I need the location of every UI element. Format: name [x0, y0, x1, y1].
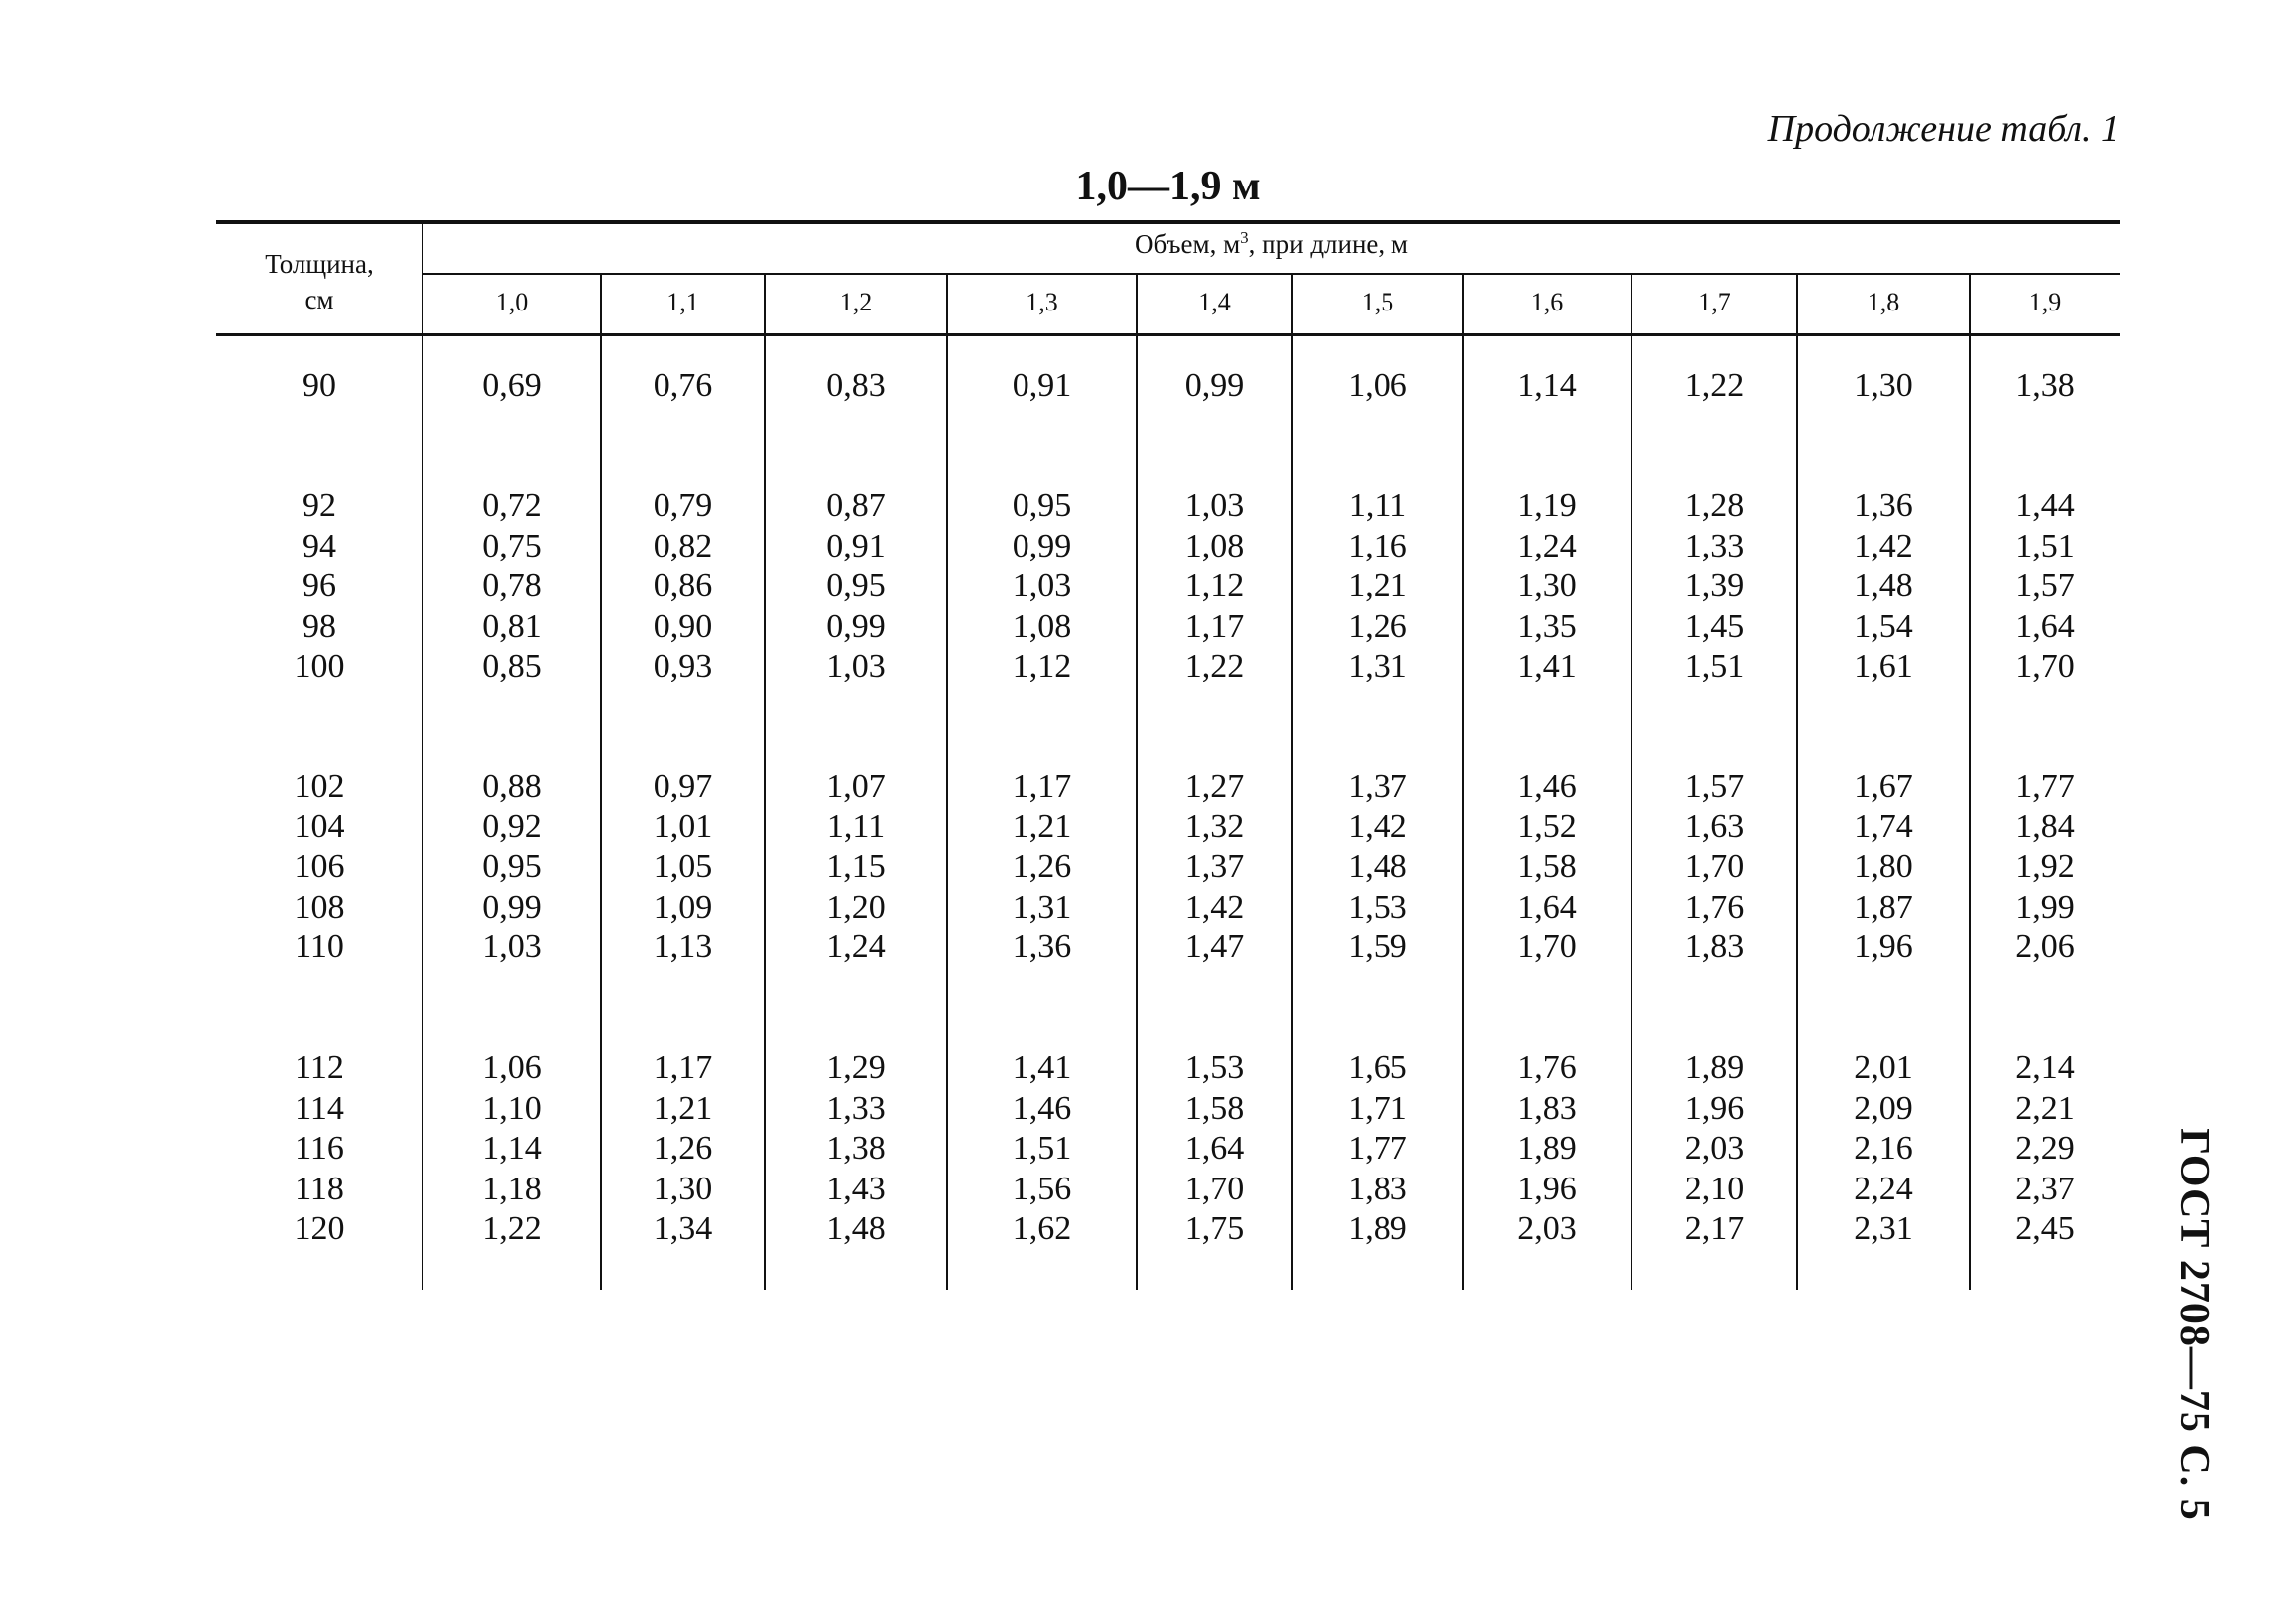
- volume-cell: 1,89: [1348, 1210, 1407, 1247]
- volume-cell: 2,01: [1854, 1050, 1913, 1086]
- length-column-header: 1,3: [1026, 288, 1058, 316]
- volume-cell: 1,31: [1348, 648, 1407, 684]
- volume-cell: 1,03: [826, 648, 886, 684]
- volume-cell: 1,43: [826, 1170, 886, 1207]
- volume-cell: 1,56: [1012, 1170, 1072, 1207]
- volume-cell: 1,03: [1184, 487, 1245, 524]
- thickness-cell: 90: [302, 367, 336, 404]
- volume-cell: 1,41: [1517, 648, 1577, 684]
- side-stamp-text: ГОСТ 2708—75 С. 5: [2171, 1128, 2217, 1521]
- volume-cell: 1,39: [1684, 567, 1745, 604]
- volume-cell: 1,24: [1517, 527, 1577, 564]
- volume-cell: 1,51: [1684, 648, 1745, 684]
- volume-cell: 1,42: [1348, 807, 1407, 845]
- header-sub-rule: [423, 273, 2120, 275]
- volume-cell: 1,35: [1517, 607, 1577, 645]
- thickness-cell: 108: [294, 888, 345, 926]
- volume-cell: 2,37: [2015, 1170, 2075, 1207]
- volume-cell: 1,51: [2015, 527, 2075, 564]
- volume-cell: 0,91: [1012, 367, 1072, 404]
- thickness-header: [216, 246, 423, 317]
- volume-cell: 0,85: [482, 648, 542, 684]
- volume-cell: 1,36: [1854, 487, 1913, 524]
- volume-cell: 1,06: [1348, 367, 1407, 404]
- thickness-cell: 98: [302, 607, 336, 645]
- volume-cell: 1,53: [1348, 888, 1407, 926]
- volume-cell: 1,51: [1012, 1130, 1072, 1167]
- volume-cell: 1,11: [1348, 487, 1407, 524]
- volume-cell: 0,87: [826, 487, 886, 524]
- volume-cell: 1,38: [2015, 367, 2075, 404]
- volume-cell: 1,77: [1348, 1130, 1407, 1167]
- volume-cell: 0,75: [482, 527, 542, 564]
- volume-cell: 1,89: [1684, 1050, 1745, 1086]
- volume-cell: 1,96: [1517, 1170, 1577, 1207]
- volume-cell: 1,12: [1012, 648, 1072, 684]
- length-column-header: 1,7: [1698, 288, 1731, 316]
- volume-cell: 1,24: [826, 929, 886, 965]
- volume-cell: 0,97: [653, 768, 713, 805]
- volume-cell: 1,09: [653, 888, 713, 926]
- volume-cell: 1,08: [1012, 607, 1072, 645]
- thickness-cell: 116: [295, 1130, 344, 1167]
- volume-cell: 1,67: [1854, 768, 1913, 805]
- volume-cell: 1,76: [1684, 888, 1745, 926]
- volume-cell: 1,54: [1854, 607, 1913, 645]
- volume-cell: 0,81: [482, 607, 542, 645]
- volume-cell: 1,41: [1012, 1050, 1072, 1086]
- volume-cell: 1,34: [653, 1210, 713, 1247]
- volume-cell: 1,12: [1184, 567, 1245, 604]
- volume-cell: 0,99: [1012, 527, 1072, 564]
- volume-cell: 0,76: [653, 367, 713, 404]
- volume-cell: 2,03: [1517, 1210, 1577, 1247]
- volume-cell: 1,15: [826, 848, 886, 885]
- volume-cell: 1,70: [1684, 848, 1745, 885]
- volume-cell: 1,19: [1517, 487, 1577, 524]
- volume-cell: 1,45: [1684, 607, 1745, 645]
- thickness-cell: 104: [294, 807, 345, 845]
- volume-cell: 1,96: [1854, 929, 1913, 965]
- volume-cell: 1,58: [1517, 848, 1577, 885]
- volume-cell: 1,64: [2015, 607, 2075, 645]
- volume-cell: 1,61: [1854, 648, 1913, 684]
- volume-cell: 1,22: [1184, 648, 1245, 684]
- volume-cell: 1,21: [1012, 807, 1072, 845]
- volume-cell: 1,59: [1348, 929, 1407, 965]
- volume-cell: 1,28: [1684, 487, 1745, 524]
- thickness-cell: 102: [294, 768, 345, 805]
- volume-cell: 1,57: [2015, 567, 2075, 604]
- volume-cell: 2,09: [1854, 1089, 1913, 1127]
- volume-cell: 0,99: [482, 888, 542, 926]
- volume-group-suffix: , при длине, м: [1248, 229, 1408, 259]
- volume-group-prefix: Объем, м: [1134, 229, 1241, 259]
- volume-cell: 1,48: [1348, 848, 1407, 885]
- volume-cell: 1,17: [653, 1050, 713, 1086]
- volume-cell: 2,29: [2015, 1130, 2075, 1167]
- volume-cell: 0,91: [826, 527, 886, 564]
- thickness-cell: 100: [294, 648, 345, 684]
- volume-cell: 1,42: [1184, 888, 1245, 926]
- volume-cell: 0,93: [653, 648, 713, 684]
- volume-cell: 0,72: [482, 487, 542, 524]
- volume-cell: 0,69: [482, 367, 542, 404]
- volume-cell: 1,74: [1854, 807, 1913, 845]
- thickness-cell: 94: [302, 527, 336, 564]
- volume-cell: 2,10: [1684, 1170, 1745, 1207]
- volume-cell: 1,42: [1854, 527, 1913, 564]
- length-column-header: 1,0: [495, 288, 529, 316]
- length-column-header: 1,4: [1198, 288, 1231, 316]
- volume-cell: 1,27: [1184, 768, 1245, 805]
- volume-cell: 1,63: [1684, 807, 1745, 845]
- thickness-cell: 110: [295, 929, 344, 965]
- volume-cell: 1,22: [1684, 367, 1745, 404]
- volume-cell: 2,21: [2015, 1089, 2075, 1127]
- volume-cell: 1,26: [1012, 848, 1072, 885]
- length-column-header: 1,5: [1361, 288, 1394, 316]
- volume-cell: 1,33: [1684, 527, 1745, 564]
- thickness-cell: 92: [302, 487, 336, 524]
- length-column-header: 1,9: [2028, 288, 2062, 316]
- volume-cell: 1,64: [1517, 888, 1577, 926]
- volume-cell: 2,17: [1684, 1210, 1745, 1247]
- header-bottom-rule: [216, 333, 2120, 336]
- volume-cell: 1,48: [1854, 567, 1913, 604]
- volume-cell: 0,83: [826, 367, 886, 404]
- volume-cell: 1,46: [1517, 768, 1577, 805]
- volume-cell: 1,71: [1348, 1089, 1407, 1127]
- volume-cell: 0,99: [1184, 367, 1245, 404]
- length-column-header: 1,8: [1867, 288, 1900, 316]
- volume-cell: 2,24: [1854, 1170, 1913, 1207]
- volume-cell: 1,10: [482, 1089, 542, 1127]
- volume-cell: 0,82: [653, 527, 713, 564]
- volume-cell: 1,32: [1184, 807, 1245, 845]
- volume-cell: 1,06: [482, 1050, 542, 1086]
- volume-table: [216, 220, 2120, 1290]
- volume-cell: 1,83: [1348, 1170, 1407, 1207]
- thickness-header-line2: см: [304, 285, 334, 314]
- volume-cell: 1,77: [2015, 768, 2075, 805]
- volume-cell: 1,36: [1012, 929, 1072, 965]
- volume-cell: 1,89: [1517, 1130, 1577, 1167]
- volume-cell: 1,92: [2015, 848, 2075, 885]
- volume-cell: 0,78: [482, 567, 542, 604]
- volume-cell: 1,05: [653, 848, 713, 885]
- volume-group-sup: 3: [1240, 228, 1249, 247]
- volume-cell: 0,95: [482, 848, 542, 885]
- volume-cell: 1,47: [1184, 929, 1245, 965]
- volume-cell: 1,37: [1348, 768, 1407, 805]
- volume-cell: 1,80: [1854, 848, 1913, 885]
- volume-cell: 0,92: [482, 807, 542, 845]
- volume-cell: 1,20: [826, 888, 886, 926]
- volume-cell: 1,07: [826, 768, 886, 805]
- volume-cell: 1,33: [826, 1089, 886, 1127]
- thickness-cell: 96: [302, 567, 336, 604]
- volume-cell: 1,53: [1184, 1050, 1245, 1086]
- volume-cell: 1,03: [482, 929, 542, 965]
- thickness-cell: 120: [294, 1210, 345, 1247]
- volume-group-header: [423, 228, 2120, 260]
- volume-cell: 1,16: [1348, 527, 1407, 564]
- volume-cell: 2,16: [1854, 1130, 1913, 1167]
- volume-cell: 1,76: [1517, 1050, 1577, 1086]
- volume-cell: 1,18: [482, 1170, 542, 1207]
- volume-cell: 1,29: [826, 1050, 886, 1086]
- volume-cell: 1,83: [1684, 929, 1745, 965]
- volume-cell: 1,99: [2015, 888, 2075, 926]
- thickness-cell: 114: [295, 1089, 344, 1127]
- thickness-header-line1: Толщина,: [265, 249, 374, 279]
- volume-cell: 1,14: [1517, 367, 1577, 404]
- volume-cell: 1,37: [1184, 848, 1245, 885]
- thickness-cell: 106: [294, 848, 345, 885]
- volume-cell: 1,17: [1184, 607, 1245, 645]
- continuation-note: Продолжение табл. 1: [1767, 108, 2119, 150]
- volume-cell: 1,26: [1348, 607, 1407, 645]
- volume-cell: 1,08: [1184, 527, 1245, 564]
- volume-cell: 1,75: [1184, 1210, 1245, 1247]
- volume-cell: 1,57: [1684, 768, 1745, 805]
- length-column-header: 1,2: [839, 288, 873, 316]
- volume-cell: 2,31: [1854, 1210, 1913, 1247]
- volume-cell: 0,95: [826, 567, 886, 604]
- volume-cell: 1,30: [1854, 367, 1913, 404]
- volume-cell: 0,90: [653, 607, 713, 645]
- volume-cell: 2,03: [1684, 1130, 1745, 1167]
- volume-cell: 1,30: [653, 1170, 713, 1207]
- volume-cell: 2,06: [2015, 929, 2075, 965]
- volume-cell: 1,70: [2015, 648, 2075, 684]
- volume-cell: 1,65: [1348, 1050, 1407, 1086]
- volume-cell: 1,22: [482, 1210, 542, 1247]
- volume-cell: 1,13: [653, 929, 713, 965]
- volume-cell: 1,48: [826, 1210, 886, 1247]
- volume-cell: 1,83: [1517, 1089, 1577, 1127]
- volume-cell: 1,62: [1012, 1210, 1072, 1247]
- volume-cell: 1,21: [1348, 567, 1407, 604]
- volume-cell: 1,58: [1184, 1089, 1245, 1127]
- volume-cell: 1,17: [1012, 768, 1072, 805]
- volume-cell: 0,88: [482, 768, 542, 805]
- volume-cell: 1,30: [1517, 567, 1577, 604]
- volume-cell: 2,14: [2015, 1050, 2075, 1086]
- volume-cell: 0,79: [653, 487, 713, 524]
- volume-cell: 1,84: [2015, 807, 2075, 845]
- thickness-cell: 118: [295, 1170, 344, 1207]
- side-stamp: [2134, 1116, 2253, 1533]
- volume-cell: 1,64: [1184, 1130, 1245, 1167]
- length-column-header: 1,6: [1530, 288, 1564, 316]
- volume-cell: 1,96: [1684, 1089, 1745, 1127]
- table-title: 1,0—1,9 м: [1075, 164, 1261, 209]
- volume-cell: 1,14: [482, 1130, 542, 1167]
- volume-cell: 2,45: [2015, 1210, 2075, 1247]
- volume-cell: 1,70: [1184, 1170, 1245, 1207]
- volume-cell: 1,11: [826, 807, 886, 845]
- volume-cell: 1,26: [653, 1130, 713, 1167]
- volume-cell: 1,52: [1517, 807, 1577, 845]
- thickness-cell: 112: [295, 1050, 344, 1086]
- volume-cell: 0,99: [826, 607, 886, 645]
- volume-cell: 1,01: [653, 807, 713, 845]
- volume-cell: 1,21: [653, 1089, 713, 1127]
- volume-cell: 1,87: [1854, 888, 1913, 926]
- length-column-header: 1,1: [666, 288, 699, 316]
- volume-cell: 1,38: [826, 1130, 886, 1167]
- volume-cell: 1,31: [1012, 888, 1072, 926]
- volume-cell: 1,70: [1517, 929, 1577, 965]
- volume-cell: 0,86: [653, 567, 713, 604]
- volume-cell: 1,44: [2015, 487, 2075, 524]
- volume-cell: 1,03: [1012, 567, 1072, 604]
- volume-cell: 1,46: [1012, 1089, 1072, 1127]
- volume-cell: 0,95: [1012, 487, 1072, 524]
- table-top-rule: [216, 220, 2120, 224]
